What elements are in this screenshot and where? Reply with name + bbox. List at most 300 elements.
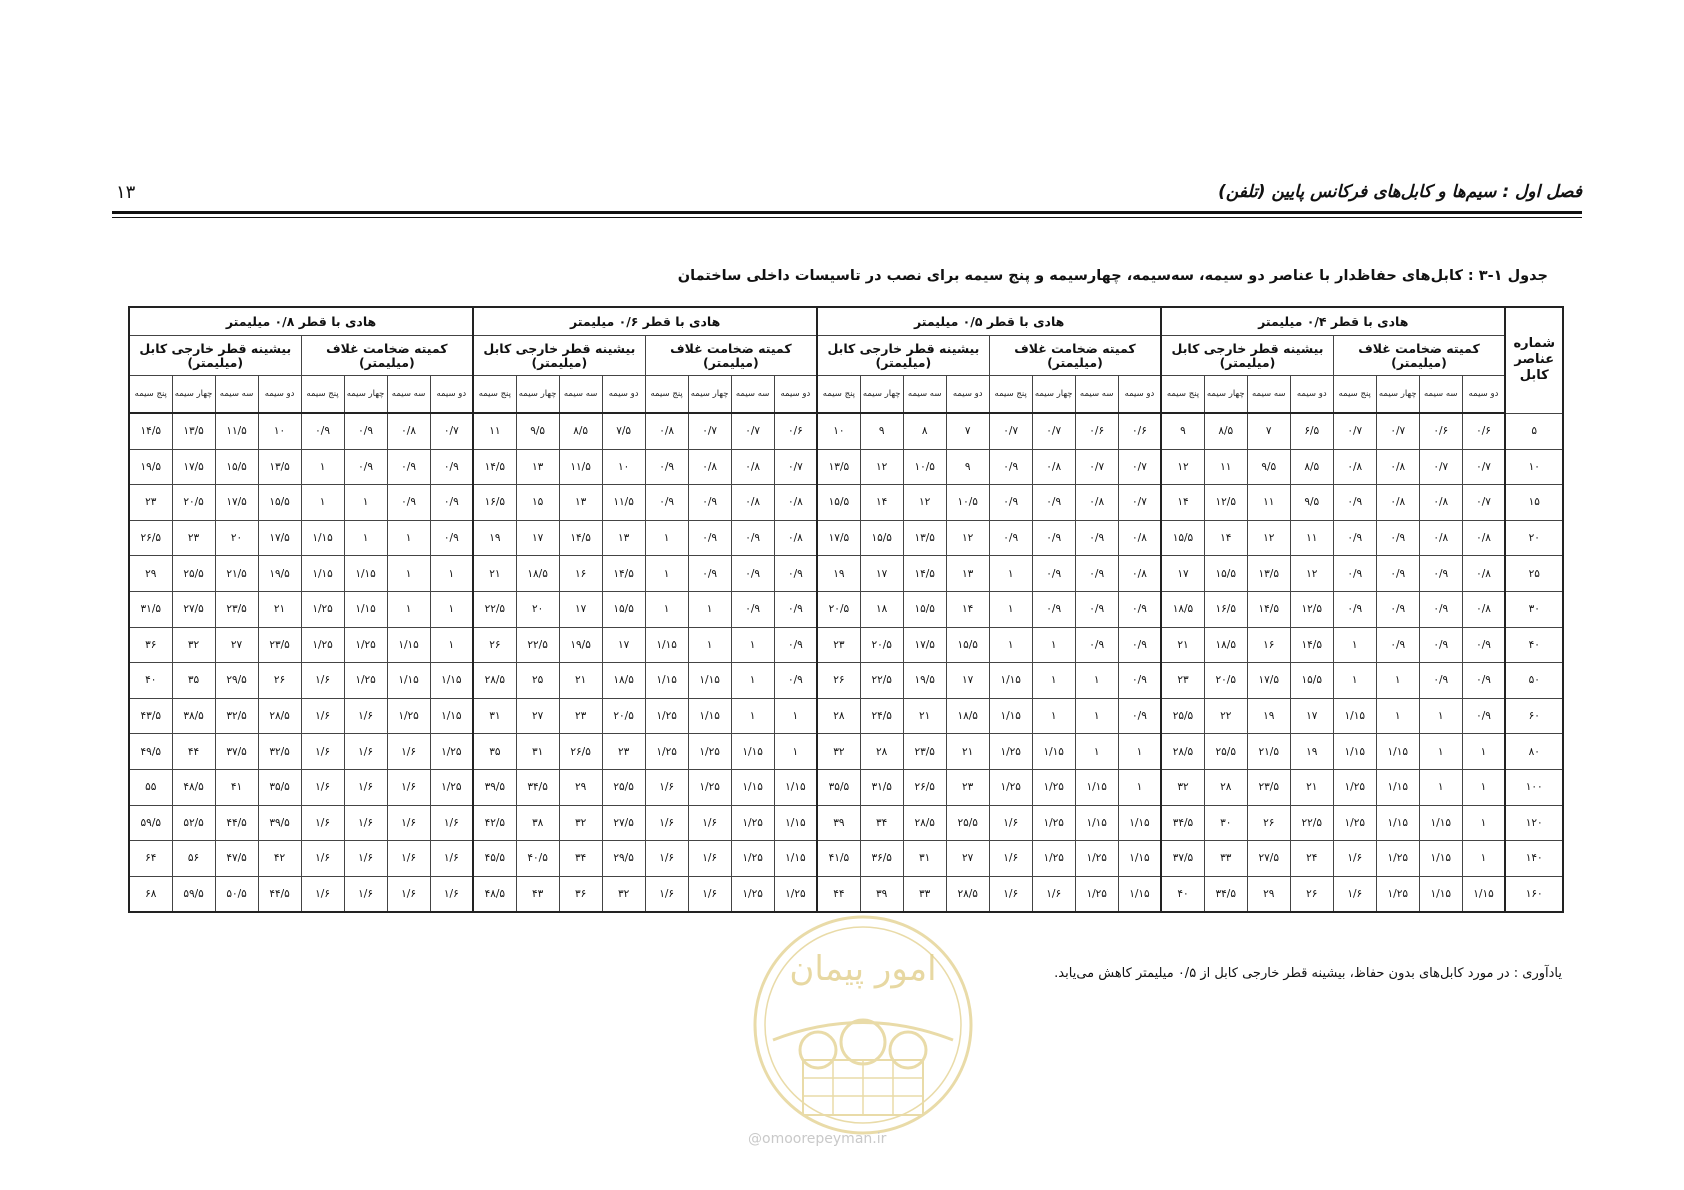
table-cell: ۳۴/۵ bbox=[1161, 805, 1204, 841]
table-cell: ۱/۶ bbox=[344, 805, 387, 841]
table-cell: ۵۵ bbox=[129, 769, 172, 805]
table-cell: ۸ bbox=[903, 413, 946, 449]
wire-type-header: چهار سیمه bbox=[516, 376, 559, 414]
table-cell: ۱ bbox=[1419, 769, 1462, 805]
table-cell: ۱/۶ bbox=[387, 876, 430, 912]
row-label: ۱۴۰ bbox=[1505, 841, 1563, 877]
table-cell: ۰/۸ bbox=[731, 449, 774, 485]
table-cell: ۱ bbox=[731, 663, 774, 699]
table-cell: ۱/۱۵ bbox=[1376, 805, 1419, 841]
table-cell: ۳۶/۵ bbox=[860, 841, 903, 877]
table-cell: ۱ bbox=[1462, 769, 1505, 805]
table-cell: ۱/۲۵ bbox=[430, 769, 473, 805]
table-row bbox=[129, 485, 1563, 521]
table-cell: ۲۷ bbox=[215, 627, 258, 663]
table-cell: ۰/۹ bbox=[387, 485, 430, 521]
table-cell: ۰/۷ bbox=[430, 413, 473, 449]
table-cell: ۲۵ bbox=[516, 663, 559, 699]
row-label: ۳۰ bbox=[1505, 591, 1563, 627]
table-cell: ۱۷ bbox=[516, 520, 559, 556]
table-cell: ۱ bbox=[774, 698, 817, 734]
table-cell: ۰/۹ bbox=[1419, 627, 1462, 663]
table-cell: ۱۷ bbox=[860, 556, 903, 592]
table-cell: ۰/۹ bbox=[688, 520, 731, 556]
table-cell: ۲۰/۵ bbox=[1204, 663, 1247, 699]
table-cell: ۱/۱۵ bbox=[774, 805, 817, 841]
table-cell: ۰/۸ bbox=[1462, 591, 1505, 627]
table-cell: ۴۱ bbox=[215, 769, 258, 805]
table-cell: ۳۴/۵ bbox=[1204, 876, 1247, 912]
table-cell: ۱/۶ bbox=[688, 805, 731, 841]
table-cell: ۱ bbox=[301, 485, 344, 521]
header-rule-thin bbox=[112, 217, 1582, 218]
table-cell: ۲۶ bbox=[1247, 805, 1290, 841]
table-cell: ۰/۸ bbox=[1376, 485, 1419, 521]
table-cell: ۰/۹ bbox=[1032, 485, 1075, 521]
group-header: هادی با قطر ۰/۸ میلیمتر bbox=[129, 307, 473, 336]
table-cell: ۲۶/۵ bbox=[129, 520, 172, 556]
subgroup-header: کمیته ضخامت غلاف (میلیمتر) bbox=[645, 336, 817, 376]
table-cell: ۲۰/۵ bbox=[860, 627, 903, 663]
table-cell: ۳۴ bbox=[860, 805, 903, 841]
table-cell: ۲۹ bbox=[1247, 876, 1290, 912]
table-cell: ۳۹ bbox=[860, 876, 903, 912]
table-cell: ۱/۲۵ bbox=[344, 663, 387, 699]
table-cell: ۰/۸ bbox=[774, 520, 817, 556]
footnote: یادآوری : در مورد کابل‌های بدون حفاظ، بیشینه قطر خارجی کابل از ۰/۵ میلیمتر کاهش می‌یابد. bbox=[1054, 966, 1562, 981]
table-row bbox=[129, 734, 1563, 770]
table-cell: ۱/۶ bbox=[989, 805, 1032, 841]
table-cell: ۱/۲۵ bbox=[1075, 841, 1118, 877]
table-cell: ۰/۷ bbox=[1118, 485, 1161, 521]
table-cell: ۲۱/۵ bbox=[1247, 734, 1290, 770]
table-row bbox=[129, 769, 1563, 805]
table-cell: ۱۱ bbox=[473, 413, 516, 449]
table-cell: ۸/۵ bbox=[1204, 413, 1247, 449]
table-cell: ۵۰/۵ bbox=[215, 876, 258, 912]
wire-type-header: دو سیمه bbox=[1462, 376, 1505, 414]
table-cell: ۶/۵ bbox=[1290, 413, 1333, 449]
table-cell: ۱۷ bbox=[1161, 556, 1204, 592]
subgroup-header: کمیته ضخامت غلاف (میلیمتر) bbox=[989, 336, 1161, 376]
table-cell: ۲۴/۵ bbox=[860, 698, 903, 734]
table-cell: ۱/۱۵ bbox=[430, 698, 473, 734]
table-cell: ۱ bbox=[387, 556, 430, 592]
table-cell: ۱/۲۵ bbox=[1333, 769, 1376, 805]
table-cell: ۱ bbox=[1419, 698, 1462, 734]
table-cell: ۰/۹ bbox=[1032, 591, 1075, 627]
table-cell: ۰/۷ bbox=[989, 413, 1032, 449]
table-cell: ۳۲ bbox=[817, 734, 860, 770]
table-cell: ۰/۹ bbox=[1419, 556, 1462, 592]
table-cell: ۱/۱۵ bbox=[1333, 734, 1376, 770]
table-cell: ۰/۸ bbox=[387, 413, 430, 449]
table-cell: ۰/۷ bbox=[1462, 485, 1505, 521]
table-cell: ۰/۹ bbox=[1419, 663, 1462, 699]
table-cell: ۴۷/۵ bbox=[215, 841, 258, 877]
row-label: ۶۰ bbox=[1505, 698, 1563, 734]
table-cell: ۸/۵ bbox=[1290, 449, 1333, 485]
table-cell: ۱۳ bbox=[946, 556, 989, 592]
subgroup-header: بیشینه قطر خارجی کابل (میلیمتر) bbox=[1161, 336, 1333, 376]
table-cell: ۷ bbox=[946, 413, 989, 449]
table-cell: ۰/۹ bbox=[989, 449, 1032, 485]
table-cell: ۰/۹ bbox=[731, 556, 774, 592]
group-header: هادی با قطر ۰/۴ میلیمتر bbox=[1161, 307, 1505, 336]
table-cell: ۱/۱۵ bbox=[344, 591, 387, 627]
table-cell: ۱۴ bbox=[1161, 485, 1204, 521]
table-cell: ۲۱ bbox=[473, 556, 516, 592]
table-cell: ۲۵/۵ bbox=[946, 805, 989, 841]
table-cell: ۱/۶ bbox=[688, 841, 731, 877]
table-cell: ۳۲ bbox=[172, 627, 215, 663]
table-cell: ۴۰/۵ bbox=[516, 841, 559, 877]
table-cell: ۲۹/۵ bbox=[602, 841, 645, 877]
table-cell: ۱ bbox=[1118, 769, 1161, 805]
table-cell: ۲۰/۵ bbox=[172, 485, 215, 521]
table-cell: ۴۳/۵ bbox=[129, 698, 172, 734]
table-cell: ۹/۵ bbox=[1247, 449, 1290, 485]
table-row bbox=[129, 449, 1563, 485]
table-cell: ۱۴/۵ bbox=[129, 413, 172, 449]
table-cell: ۳۲/۵ bbox=[258, 734, 301, 770]
table-cell: ۰/۹ bbox=[1118, 663, 1161, 699]
table-cell: ۱۶ bbox=[1247, 627, 1290, 663]
table-cell: ۲۶ bbox=[473, 627, 516, 663]
table-cell: ۰/۹ bbox=[1419, 591, 1462, 627]
table-cell: ۱ bbox=[1075, 734, 1118, 770]
table-cell: ۰/۹ bbox=[688, 556, 731, 592]
table-cell: ۰/۹ bbox=[430, 449, 473, 485]
wire-type-header: چهار سیمه bbox=[1032, 376, 1075, 414]
table-cell: ۱۷/۵ bbox=[258, 520, 301, 556]
table-cell: ۱۵/۵ bbox=[1290, 663, 1333, 699]
table-cell: ۲۳ bbox=[172, 520, 215, 556]
cable-spec-table bbox=[128, 306, 1564, 913]
table-cell: ۱۹/۵ bbox=[129, 449, 172, 485]
table-cell: ۱/۶ bbox=[344, 734, 387, 770]
table-cell: ۱۵/۵ bbox=[258, 485, 301, 521]
table-cell: ۹ bbox=[1161, 413, 1204, 449]
table-cell: ۱/۶ bbox=[1333, 841, 1376, 877]
table-cell: ۰/۹ bbox=[1462, 663, 1505, 699]
table-cell: ۱/۶ bbox=[301, 698, 344, 734]
table-cell: ۲۳ bbox=[602, 734, 645, 770]
table-cell: ۱/۱۵ bbox=[1419, 805, 1462, 841]
table-cell: ۲۰ bbox=[215, 520, 258, 556]
table-cell: ۱۵/۵ bbox=[903, 591, 946, 627]
table-cell: ۱۶ bbox=[559, 556, 602, 592]
table-cell: ۱/۲۵ bbox=[1075, 876, 1118, 912]
table-cell: ۱/۲۵ bbox=[645, 698, 688, 734]
table-cell: ۲۹/۵ bbox=[215, 663, 258, 699]
table-cell: ۱/۶ bbox=[387, 805, 430, 841]
table-cell: ۰/۶ bbox=[1075, 413, 1118, 449]
table-cell: ۱/۱۵ bbox=[1419, 841, 1462, 877]
table-row bbox=[129, 591, 1563, 627]
table-cell: ۱/۲۵ bbox=[731, 876, 774, 912]
table-cell: ۱۶/۵ bbox=[1204, 591, 1247, 627]
wire-type-header: چهار سیمه bbox=[1376, 376, 1419, 414]
cable-spec-table-container bbox=[128, 306, 1562, 913]
table-cell: ۳۹ bbox=[817, 805, 860, 841]
wire-type-header: دو سیمه bbox=[774, 376, 817, 414]
table-cell: ۲۰ bbox=[516, 591, 559, 627]
table-cell: ۴۰ bbox=[129, 663, 172, 699]
table-cell: ۴۲ bbox=[258, 841, 301, 877]
table-cell: ۲۱ bbox=[946, 734, 989, 770]
table-cell: ۰/۹ bbox=[774, 591, 817, 627]
table-cell: ۰/۶ bbox=[1419, 413, 1462, 449]
table-cell: ۲۱ bbox=[258, 591, 301, 627]
table-cell: ۰/۷ bbox=[1376, 413, 1419, 449]
table-cell: ۱/۱۵ bbox=[301, 520, 344, 556]
wire-type-header: پنج سیمه bbox=[817, 376, 860, 414]
table-cell: ۱/۲۵ bbox=[301, 627, 344, 663]
wire-type-header: دو سیمه bbox=[258, 376, 301, 414]
table-cell: ۱۳/۵ bbox=[817, 449, 860, 485]
table-cell: ۱۴/۵ bbox=[602, 556, 645, 592]
table-cell: ۱/۱۵ bbox=[1419, 876, 1462, 912]
table-cell: ۰/۶ bbox=[1462, 413, 1505, 449]
table-cell: ۴۸/۵ bbox=[172, 769, 215, 805]
table-cell: ۰/۸ bbox=[1333, 449, 1376, 485]
table-cell: ۳۲ bbox=[602, 876, 645, 912]
table-cell: ۱ bbox=[1462, 734, 1505, 770]
table-cell: ۰/۸ bbox=[1462, 520, 1505, 556]
table-cell: ۲۸/۵ bbox=[473, 663, 516, 699]
table-cell: ۱/۶ bbox=[344, 876, 387, 912]
table-cell: ۴۰ bbox=[1161, 876, 1204, 912]
table-cell: ۰/۹ bbox=[774, 663, 817, 699]
table-cell: ۱/۲۵ bbox=[731, 805, 774, 841]
group-header: هادی با قطر ۰/۶ میلیمتر bbox=[473, 307, 817, 336]
table-cell: ۱ bbox=[301, 449, 344, 485]
table-row bbox=[129, 520, 1563, 556]
table-cell: ۰/۹ bbox=[1376, 627, 1419, 663]
wire-type-header: سه سیمه bbox=[215, 376, 258, 414]
table-cell: ۲۳ bbox=[559, 698, 602, 734]
table-cell: ۰/۸ bbox=[1419, 520, 1462, 556]
table-cell: ۱/۱۵ bbox=[387, 663, 430, 699]
table-cell: ۱/۱۵ bbox=[1075, 805, 1118, 841]
table-cell: ۱۰ bbox=[817, 413, 860, 449]
table-cell: ۱/۶ bbox=[1032, 876, 1075, 912]
table-cell: ۲۲/۵ bbox=[473, 591, 516, 627]
table-cell: ۱/۲۵ bbox=[1032, 841, 1075, 877]
table-cell: ۱/۱۵ bbox=[301, 556, 344, 592]
table-cell: ۳۸ bbox=[516, 805, 559, 841]
table-cell: ۳۱ bbox=[516, 734, 559, 770]
table-cell: ۲۶ bbox=[817, 663, 860, 699]
table-cell: ۱/۶ bbox=[344, 698, 387, 734]
table-cell: ۱ bbox=[1376, 663, 1419, 699]
table-cell: ۱/۱۵ bbox=[688, 698, 731, 734]
table-cell: ۱/۱۵ bbox=[645, 663, 688, 699]
table-cell: ۲۹ bbox=[129, 556, 172, 592]
table-cell: ۱۹ bbox=[817, 556, 860, 592]
table-cell: ۱/۶ bbox=[430, 876, 473, 912]
table-cell: ۳۳ bbox=[903, 876, 946, 912]
table-cell: ۱۱ bbox=[1247, 485, 1290, 521]
table-cell: ۱ bbox=[1075, 663, 1118, 699]
table-cell: ۱ bbox=[1333, 627, 1376, 663]
table-cell: ۵۶ bbox=[172, 841, 215, 877]
table-cell: ۳۷/۵ bbox=[215, 734, 258, 770]
table-cell: ۱۰ bbox=[258, 413, 301, 449]
table-cell: ۱/۲۵ bbox=[774, 876, 817, 912]
table-cell: ۱۳/۵ bbox=[1247, 556, 1290, 592]
table-cell: ۱/۱۵ bbox=[989, 698, 1032, 734]
table-cell: ۱۵/۵ bbox=[946, 627, 989, 663]
table-cell: ۱۰/۵ bbox=[946, 485, 989, 521]
table-cell: ۲۷ bbox=[516, 698, 559, 734]
wire-type-header: پنج سیمه bbox=[1333, 376, 1376, 414]
table-cell: ۱/۲۵ bbox=[645, 734, 688, 770]
corner-header: شماره عناصر کابل bbox=[1505, 307, 1563, 413]
table-cell: ۰/۹ bbox=[1032, 556, 1075, 592]
table-cell: ۲۱/۵ bbox=[215, 556, 258, 592]
table-cell: ۱۲/۵ bbox=[1290, 591, 1333, 627]
table-cell: ۱/۶ bbox=[344, 841, 387, 877]
table-cell: ۱۴/۵ bbox=[473, 449, 516, 485]
wire-type-header: سه سیمه bbox=[1075, 376, 1118, 414]
table-cell: ۰/۹ bbox=[1333, 591, 1376, 627]
row-label: ۱۶۰ bbox=[1505, 876, 1563, 912]
table-cell: ۱ bbox=[1032, 663, 1075, 699]
table-cell: ۱۲ bbox=[1161, 449, 1204, 485]
table-cell: ۰/۸ bbox=[1032, 449, 1075, 485]
table-cell: ۱/۲۵ bbox=[344, 627, 387, 663]
table-cell: ۲۸/۵ bbox=[1161, 734, 1204, 770]
table-cell: ۲۷/۵ bbox=[172, 591, 215, 627]
table-row bbox=[129, 627, 1563, 663]
table-cell: ۲۳/۵ bbox=[903, 734, 946, 770]
table-cell: ۳۵ bbox=[473, 734, 516, 770]
table-cell: ۰/۹ bbox=[1075, 591, 1118, 627]
table-cell: ۱۹ bbox=[1290, 734, 1333, 770]
table-cell: ۱۸/۵ bbox=[602, 663, 645, 699]
table-cell: ۱ bbox=[1376, 698, 1419, 734]
subgroup-header: بیشینه قطر خارجی کابل (میلیمتر) bbox=[473, 336, 645, 376]
table-cell: ۱ bbox=[430, 556, 473, 592]
table-cell: ۰/۹ bbox=[387, 449, 430, 485]
table-cell: ۳۲/۵ bbox=[215, 698, 258, 734]
wire-type-header: دو سیمه bbox=[602, 376, 645, 414]
table-cell: ۴۴/۵ bbox=[215, 805, 258, 841]
table-cell: ۰/۸ bbox=[1462, 556, 1505, 592]
table-cell: ۱/۱۵ bbox=[1376, 769, 1419, 805]
table-row bbox=[129, 876, 1563, 912]
table-cell: ۱/۱۵ bbox=[1032, 734, 1075, 770]
table-cell: ۲۸ bbox=[817, 698, 860, 734]
table-cell: ۲۱ bbox=[1290, 769, 1333, 805]
table-cell: ۱/۲۵ bbox=[1032, 769, 1075, 805]
table-cell: ۰/۹ bbox=[688, 485, 731, 521]
table-cell: ۱/۲۵ bbox=[688, 769, 731, 805]
table-cell: ۱/۶ bbox=[430, 805, 473, 841]
table-cell: ۰/۹ bbox=[989, 520, 1032, 556]
table-cell: ۲۲/۵ bbox=[1290, 805, 1333, 841]
table-cell: ۱/۱۵ bbox=[774, 769, 817, 805]
table-cell: ۱۰/۵ bbox=[903, 449, 946, 485]
page-number: ۱۳ bbox=[116, 182, 136, 203]
page-header bbox=[112, 182, 1582, 212]
table-cell: ۱۸/۵ bbox=[946, 698, 989, 734]
table-cell: ۴۳ bbox=[516, 876, 559, 912]
table-cell: ۱/۱۵ bbox=[1118, 805, 1161, 841]
table-cell: ۲۸ bbox=[860, 734, 903, 770]
table-cell: ۱/۱۵ bbox=[731, 769, 774, 805]
row-label: ۲۵ bbox=[1505, 556, 1563, 592]
table-cell: ۱/۱۵ bbox=[1376, 734, 1419, 770]
table-cell: ۱۷ bbox=[602, 627, 645, 663]
table-row bbox=[129, 556, 1563, 592]
table-cell: ۱/۲۵ bbox=[731, 841, 774, 877]
table-cell: ۱۹ bbox=[473, 520, 516, 556]
table-cell: ۲۲/۵ bbox=[516, 627, 559, 663]
table-cell: ۲۸/۵ bbox=[258, 698, 301, 734]
table-cell: ۳۲ bbox=[1161, 769, 1204, 805]
table-cell: ۳۰ bbox=[1204, 805, 1247, 841]
table-cell: ۱۲ bbox=[1247, 520, 1290, 556]
table-cell: ۰/۹ bbox=[731, 520, 774, 556]
table-cell: ۰/۶ bbox=[1118, 413, 1161, 449]
table-cell: ۳۱/۵ bbox=[860, 769, 903, 805]
table-cell: ۰/۹ bbox=[1462, 698, 1505, 734]
table-cell: ۰/۹ bbox=[430, 485, 473, 521]
table-cell: ۱/۲۵ bbox=[688, 734, 731, 770]
table-cell: ۲۳/۵ bbox=[1247, 769, 1290, 805]
table-cell: ۱۵/۵ bbox=[1161, 520, 1204, 556]
table-cell: ۱ bbox=[1333, 663, 1376, 699]
table-cell: ۴۹/۵ bbox=[129, 734, 172, 770]
table-cell: ۱۳/۵ bbox=[172, 413, 215, 449]
table-cell: ۱۵/۵ bbox=[1204, 556, 1247, 592]
table-cell: ۱ bbox=[1118, 734, 1161, 770]
table-cell: ۱ bbox=[387, 591, 430, 627]
table-cell: ۲۲ bbox=[1204, 698, 1247, 734]
table-cell: ۳۸/۵ bbox=[172, 698, 215, 734]
table-cell: ۱ bbox=[989, 591, 1032, 627]
table-cell: ۱۵/۵ bbox=[215, 449, 258, 485]
table-cell: ۱/۱۵ bbox=[1118, 876, 1161, 912]
table-cell: ۱۴/۵ bbox=[903, 556, 946, 592]
table-cell: ۱۴/۵ bbox=[1290, 627, 1333, 663]
table-cell: ۳۹/۵ bbox=[473, 769, 516, 805]
row-label: ۵۰ bbox=[1505, 663, 1563, 699]
table-cell: ۱/۲۵ bbox=[1376, 841, 1419, 877]
table-cell: ۱۵ bbox=[516, 485, 559, 521]
table-cell: ۱/۶ bbox=[301, 769, 344, 805]
table-cell: ۰/۹ bbox=[774, 627, 817, 663]
table-cell: ۱ bbox=[989, 556, 1032, 592]
table-cell: ۱۴ bbox=[1204, 520, 1247, 556]
row-label: ۲۰ bbox=[1505, 520, 1563, 556]
table-cell: ۱۱/۵ bbox=[559, 449, 602, 485]
wire-type-header: سه سیمه bbox=[559, 376, 602, 414]
wire-type-header: دو سیمه bbox=[430, 376, 473, 414]
table-cell: ۳۵/۵ bbox=[817, 769, 860, 805]
table-cell: ۲۶/۵ bbox=[903, 769, 946, 805]
table-cell: ۰/۹ bbox=[1462, 627, 1505, 663]
wire-type-header: دو سیمه bbox=[1118, 376, 1161, 414]
table-cell: ۱ bbox=[774, 734, 817, 770]
table-cell: ۰/۷ bbox=[1333, 413, 1376, 449]
subgroup-header: بیشینه قطر خارجی کابل (میلیمتر) bbox=[817, 336, 989, 376]
table-cell: ۱/۱۵ bbox=[688, 663, 731, 699]
table-cell: ۱۴/۵ bbox=[559, 520, 602, 556]
